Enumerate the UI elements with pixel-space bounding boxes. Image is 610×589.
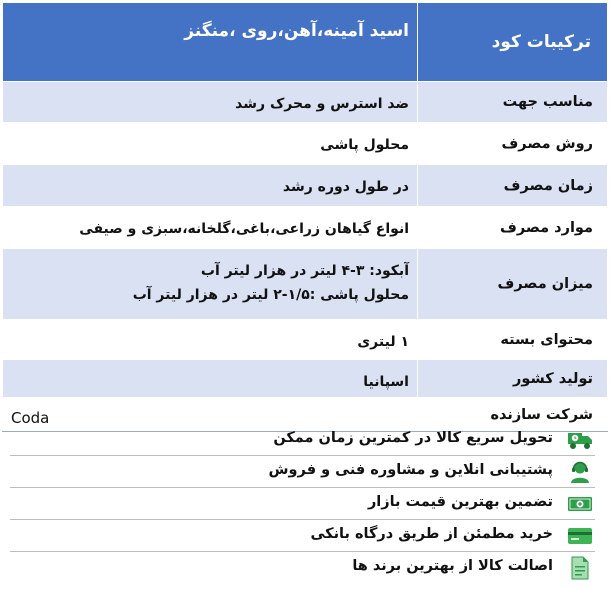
row-key: شرکت سازنده [418, 398, 608, 432]
table-row [3, 320, 608, 360]
benefit-item [10, 488, 595, 520]
row-key: روش مصرف [418, 123, 608, 165]
row-key: میزان مصرف [418, 249, 608, 320]
support-agent-icon [567, 460, 593, 484]
table-header-row [3, 3, 608, 82]
table-row [3, 82, 608, 123]
dosage-line-2: محلول پاشی :۱/۵-۲ لیتر در هزار لیتر آب [132, 287, 409, 303]
cash-icon [567, 492, 593, 516]
table-row [3, 360, 608, 398]
benefit-text: تضمین بهترین قیمت بازار [367, 494, 553, 510]
benefit-text: تحویل سریع کالا در کمترین زمان ممکن [273, 430, 553, 446]
row-value: اسپانیا [3, 360, 418, 398]
credit-card-icon [567, 524, 593, 548]
row-value [3, 249, 418, 320]
benefit-item [10, 424, 595, 456]
row-value: انواع گیاهان زراعی،باغی،گلخانه،سبزی و صیفی [3, 207, 418, 249]
benefit-item [10, 552, 595, 583]
benefit-item [10, 520, 595, 552]
table-row [3, 207, 608, 249]
benefit-text: اصالت کالا از بهترین برند ها [352, 558, 553, 574]
row-value: Coda [3, 398, 418, 432]
dosage-line-1: آبکود: ۳-۴ لیتر در هزار لیتر آب [200, 263, 409, 279]
benefit-text: پشتیبانی انلاین و مشاوره فنی و فروش [268, 462, 553, 478]
benefit-text: خرید مطمئن از طریق درگاه بانکی [310, 526, 553, 542]
table-row [3, 165, 608, 207]
row-key: زمان مصرف [418, 165, 608, 207]
document-icon [567, 556, 593, 580]
row-key: محتوای بسته [418, 320, 608, 360]
row-value: محلول پاشی [3, 123, 418, 165]
header-key-cell: ترکیبات کود [418, 3, 608, 82]
row-value: در طول دوره رشد [3, 165, 418, 207]
benefit-item [10, 456, 595, 488]
table-row [3, 123, 608, 165]
benefits-list [10, 424, 595, 583]
row-key: مناسب جهت [418, 82, 608, 123]
row-value: ۱ لیتری [3, 320, 418, 360]
header-value-cell: اسید آمینه،آهن،روی ،منگنز [3, 3, 418, 82]
product-spec-table [2, 2, 608, 432]
table-row [3, 249, 608, 320]
row-key: موارد مصرف [418, 207, 608, 249]
row-key: تولید کشور [418, 360, 608, 398]
delivery-truck-icon [567, 428, 593, 452]
row-value: ضد استرس و محرک رشد [3, 82, 418, 123]
